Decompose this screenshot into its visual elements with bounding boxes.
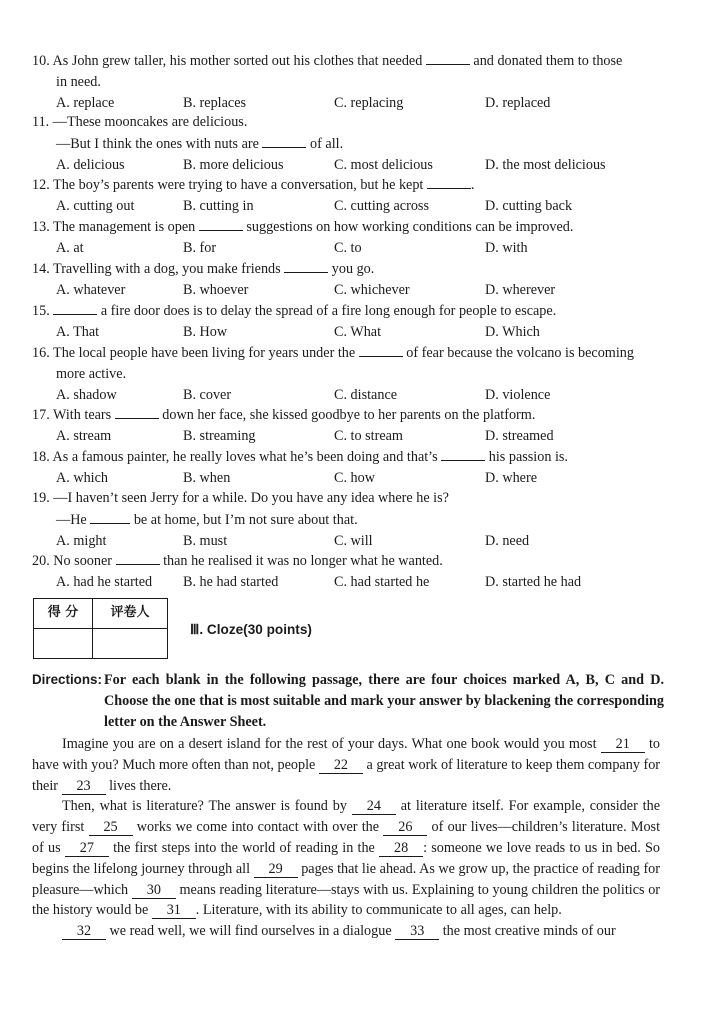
option-c[interactable]: C. will bbox=[334, 532, 373, 549]
directions bbox=[32, 670, 664, 730]
question-19 bbox=[32, 488, 672, 551]
stem-text: —But I think the ones with nuts are bbox=[56, 135, 259, 152]
question-stem bbox=[32, 446, 672, 468]
option-c[interactable]: C. how bbox=[334, 469, 375, 486]
answer-blank[interactable] bbox=[90, 509, 130, 524]
options-row bbox=[32, 572, 672, 593]
question-number: 10. bbox=[32, 53, 50, 69]
question-number: 18. bbox=[32, 449, 50, 465]
answer-blank[interactable] bbox=[115, 404, 159, 419]
stem-text: As a famous painter, he really loves what he’s been doing and that’s bbox=[52, 449, 438, 465]
stem-text: —I haven’t seen Jerry for a while. Do you have any idea where he is? bbox=[53, 490, 449, 506]
cloze-blank-23[interactable]: 23 bbox=[62, 778, 106, 795]
option-a[interactable]: A. might bbox=[56, 532, 107, 549]
stem-text: you go. bbox=[331, 261, 375, 277]
option-a[interactable]: A. whatever bbox=[56, 281, 126, 298]
cloze-blank-21[interactable]: 21 bbox=[601, 736, 645, 753]
stem-text: No sooner bbox=[53, 553, 112, 569]
option-a[interactable]: A. had he started bbox=[56, 573, 153, 590]
passage-text: Then, what is literature? The answer is found by bbox=[62, 798, 347, 815]
stem-text: of all. bbox=[310, 135, 344, 152]
question-stem bbox=[32, 216, 672, 238]
question-number: 19. bbox=[32, 490, 50, 506]
answer-blank[interactable] bbox=[427, 174, 471, 189]
directions-text: For each blank in the following passage, there are four choices marked A, B, C and D. Choose the one that is most suitable and mark your answer by blackening the corresponding letter on the Answer Sheet. bbox=[104, 672, 664, 730]
option-a[interactable]: A. shadow bbox=[56, 386, 117, 403]
option-d[interactable]: D. cutting back bbox=[485, 197, 573, 214]
option-d[interactable]: D. violence bbox=[485, 386, 551, 403]
option-b[interactable]: B. replaces bbox=[183, 94, 247, 111]
question-13 bbox=[32, 216, 672, 259]
passage-text: of our lives—children’s literature. Most of us bbox=[32, 819, 661, 856]
passage-paragraph-3 bbox=[32, 921, 660, 942]
passage-paragraph-1 bbox=[32, 734, 660, 796]
option-b[interactable]: B. when bbox=[183, 469, 231, 486]
cloze-blank-24[interactable]: 24 bbox=[352, 798, 396, 815]
option-c[interactable]: C. to stream bbox=[334, 427, 403, 444]
answer-blank[interactable] bbox=[199, 216, 243, 231]
question-16 bbox=[32, 342, 672, 405]
option-c[interactable]: C. cutting across bbox=[334, 197, 429, 214]
passage-text: the most creative minds of our bbox=[442, 923, 616, 940]
passage-text: at literature itself. For example, consider the very first bbox=[32, 798, 661, 836]
passage-text: the first steps into the world of reading in the bbox=[113, 839, 375, 856]
question-18 bbox=[32, 446, 672, 489]
score-cell[interactable] bbox=[34, 629, 93, 659]
option-b[interactable]: B. for bbox=[183, 239, 217, 256]
stem-continuation bbox=[32, 133, 672, 155]
option-d[interactable]: D. need bbox=[485, 532, 530, 549]
option-c[interactable]: C. whichever bbox=[334, 281, 410, 298]
stem-text: a fire door does is to delay the spread of a fire long enough for people to escape. bbox=[100, 303, 557, 319]
answer-blank[interactable] bbox=[284, 258, 328, 273]
question-15 bbox=[32, 300, 672, 343]
options-row bbox=[32, 385, 672, 406]
question-10 bbox=[32, 50, 672, 113]
stem-continuation: more active. bbox=[56, 365, 127, 382]
grader-header: 评卷人 bbox=[93, 599, 168, 629]
option-c[interactable]: C. had started he bbox=[334, 573, 430, 590]
stem-text: of fear because the volcano is becoming bbox=[406, 345, 634, 361]
option-b[interactable]: B. more delicious bbox=[183, 156, 284, 173]
stem-text: Travelling with a dog, you make friends bbox=[53, 261, 281, 277]
option-c[interactable]: C. distance bbox=[334, 386, 398, 403]
stem-text: With tears bbox=[53, 407, 112, 423]
cloze-blank-29[interactable]: 29 bbox=[254, 861, 298, 878]
question-stem bbox=[32, 342, 672, 364]
option-b[interactable]: B. he had started bbox=[183, 573, 279, 590]
question-number: 11. bbox=[32, 114, 50, 130]
option-b[interactable]: B. must bbox=[183, 532, 228, 549]
answer-blank[interactable] bbox=[359, 342, 403, 357]
option-d[interactable]: D. with bbox=[485, 239, 528, 256]
stem-text: The boy’s parents were trying to have a conversation, but he kept bbox=[53, 177, 424, 193]
stem-text: his passion is. bbox=[488, 449, 568, 465]
cloze-blank-33[interactable]: 33 bbox=[395, 923, 439, 940]
option-b[interactable]: B. whoever bbox=[183, 281, 249, 298]
cloze-blank-22[interactable]: 22 bbox=[319, 757, 363, 774]
question-number: 17. bbox=[32, 407, 50, 423]
question-11 bbox=[32, 112, 672, 175]
option-c[interactable]: C. most delicious bbox=[334, 156, 433, 173]
stem-text: down her face, she kissed goodbye to her parents on the platform. bbox=[162, 407, 536, 423]
options-row bbox=[32, 155, 672, 176]
cloze-passage bbox=[32, 734, 660, 942]
answer-blank[interactable] bbox=[116, 550, 160, 565]
question-stem bbox=[32, 550, 672, 572]
option-a[interactable]: A. replace bbox=[56, 94, 115, 111]
stem-text: be at home, but I’m not sure about that. bbox=[133, 511, 358, 528]
question-stem bbox=[32, 300, 672, 322]
option-d[interactable]: D. Which bbox=[485, 323, 540, 340]
question-number: 13. bbox=[32, 219, 50, 235]
passage-text: lives there. bbox=[109, 777, 172, 794]
cloze-blank-30[interactable]: 30 bbox=[132, 882, 176, 899]
question-number: 16. bbox=[32, 345, 50, 361]
passage-text: we read well, we will find ourselves in a dialogue bbox=[109, 923, 392, 940]
option-c[interactable]: C. What bbox=[334, 323, 382, 340]
question-stem bbox=[32, 404, 672, 426]
option-a[interactable]: A. cutting out bbox=[56, 197, 135, 214]
options-row bbox=[32, 468, 672, 489]
stem-text: —He bbox=[56, 511, 87, 528]
question-number: 12. bbox=[32, 177, 50, 193]
options-row bbox=[32, 280, 672, 301]
section-title: Ⅲ. Cloze(30 points) bbox=[190, 622, 312, 637]
options-row bbox=[32, 93, 672, 114]
question-stem bbox=[32, 50, 672, 72]
stem-text: suggestions on how working conditions can be improved. bbox=[246, 219, 574, 235]
option-d[interactable]: D. where bbox=[485, 469, 537, 486]
answer-blank[interactable] bbox=[53, 300, 97, 315]
cloze-blank-31[interactable]: 31 bbox=[152, 902, 196, 919]
passage-text: means reading literature—stays with us. Explaining to young children the politics or the history would be bbox=[32, 881, 661, 919]
passage-text: works we come into contact with over the bbox=[136, 819, 380, 836]
options-row bbox=[32, 322, 672, 343]
question-17 bbox=[32, 404, 672, 447]
answer-blank[interactable] bbox=[426, 50, 470, 65]
score-header: 得 分 bbox=[34, 599, 93, 629]
cloze-blank-26[interactable]: 26 bbox=[383, 819, 427, 836]
options-row bbox=[32, 426, 672, 447]
option-b[interactable]: B. How bbox=[183, 323, 228, 340]
option-a[interactable]: A. delicious bbox=[56, 156, 125, 173]
question-number: 14. bbox=[32, 261, 50, 277]
option-b[interactable]: B. cutting in bbox=[183, 197, 254, 214]
passage-text: pages that lie ahead. As we grow up, the practice of reading for pleasure—which bbox=[32, 860, 661, 898]
option-c[interactable]: C. to bbox=[334, 239, 362, 256]
option-a[interactable]: A. which bbox=[56, 469, 109, 486]
passage-text: : someone we love reads to us in bed. So begins the lifelong journey through all bbox=[32, 839, 660, 877]
passage-paragraph-2 bbox=[32, 796, 660, 921]
cloze-blank-27[interactable]: 27 bbox=[65, 840, 109, 857]
question-stem bbox=[32, 112, 672, 133]
stem-text: The management is open bbox=[53, 219, 196, 235]
question-12 bbox=[32, 174, 672, 217]
cloze-blank-28[interactable]: 28 bbox=[379, 840, 423, 857]
grader-cell[interactable] bbox=[93, 629, 168, 659]
answer-blank[interactable] bbox=[262, 133, 306, 148]
stem-text: . bbox=[470, 177, 475, 193]
score-table bbox=[33, 598, 168, 659]
stem-text: The local people have been living for years under the bbox=[53, 345, 356, 361]
option-c[interactable]: C. replacing bbox=[334, 94, 404, 111]
stem-continuation bbox=[32, 509, 672, 531]
option-d[interactable]: D. streamed bbox=[485, 427, 554, 444]
stem-text: As John grew taller, his mother sorted out his clothes that needed bbox=[52, 53, 423, 69]
option-b[interactable]: B. cover bbox=[183, 386, 232, 403]
passage-text: a great work of literature to keep them company for their bbox=[32, 756, 661, 794]
options-row bbox=[32, 238, 672, 259]
passage-text: Imagine you are on a desert island for the rest of your days. What one book would you most bbox=[62, 736, 597, 752]
option-d[interactable]: D. replaced bbox=[485, 94, 551, 111]
option-a[interactable]: A. That bbox=[56, 323, 100, 340]
question-stem bbox=[32, 174, 672, 196]
stem-text: —These mooncakes are delicious. bbox=[52, 114, 248, 130]
directions-label: Directions: bbox=[32, 672, 102, 687]
option-a[interactable]: A. at bbox=[56, 239, 84, 256]
options-row bbox=[32, 196, 672, 217]
option-b[interactable]: B. streaming bbox=[183, 427, 256, 444]
option-d[interactable]: D. wherever bbox=[485, 281, 556, 298]
stem-text: and donated them to those bbox=[473, 53, 623, 69]
option-a[interactable]: A. stream bbox=[56, 427, 112, 444]
options-row bbox=[32, 531, 672, 552]
option-d[interactable]: D. started he had bbox=[485, 573, 582, 590]
cloze-blank-32[interactable]: 32 bbox=[62, 923, 106, 940]
cloze-blank-25[interactable]: 25 bbox=[89, 819, 133, 836]
question-number: 20. bbox=[32, 553, 50, 569]
option-d[interactable]: D. the most delicious bbox=[485, 156, 606, 173]
question-20 bbox=[32, 550, 672, 593]
passage-text: to have with you? Much more often than not, people bbox=[32, 736, 661, 773]
question-stem bbox=[32, 258, 672, 280]
stem-text: than he realised it was no longer what he wanted. bbox=[163, 553, 443, 569]
passage-text: . Literature, with its ability to communicate to all ages, can help. bbox=[195, 902, 562, 919]
question-stem bbox=[32, 488, 672, 509]
question-number: 15. bbox=[32, 303, 50, 319]
stem-continuation: in need. bbox=[56, 73, 101, 90]
question-14 bbox=[32, 258, 672, 301]
answer-blank[interactable] bbox=[441, 446, 485, 461]
